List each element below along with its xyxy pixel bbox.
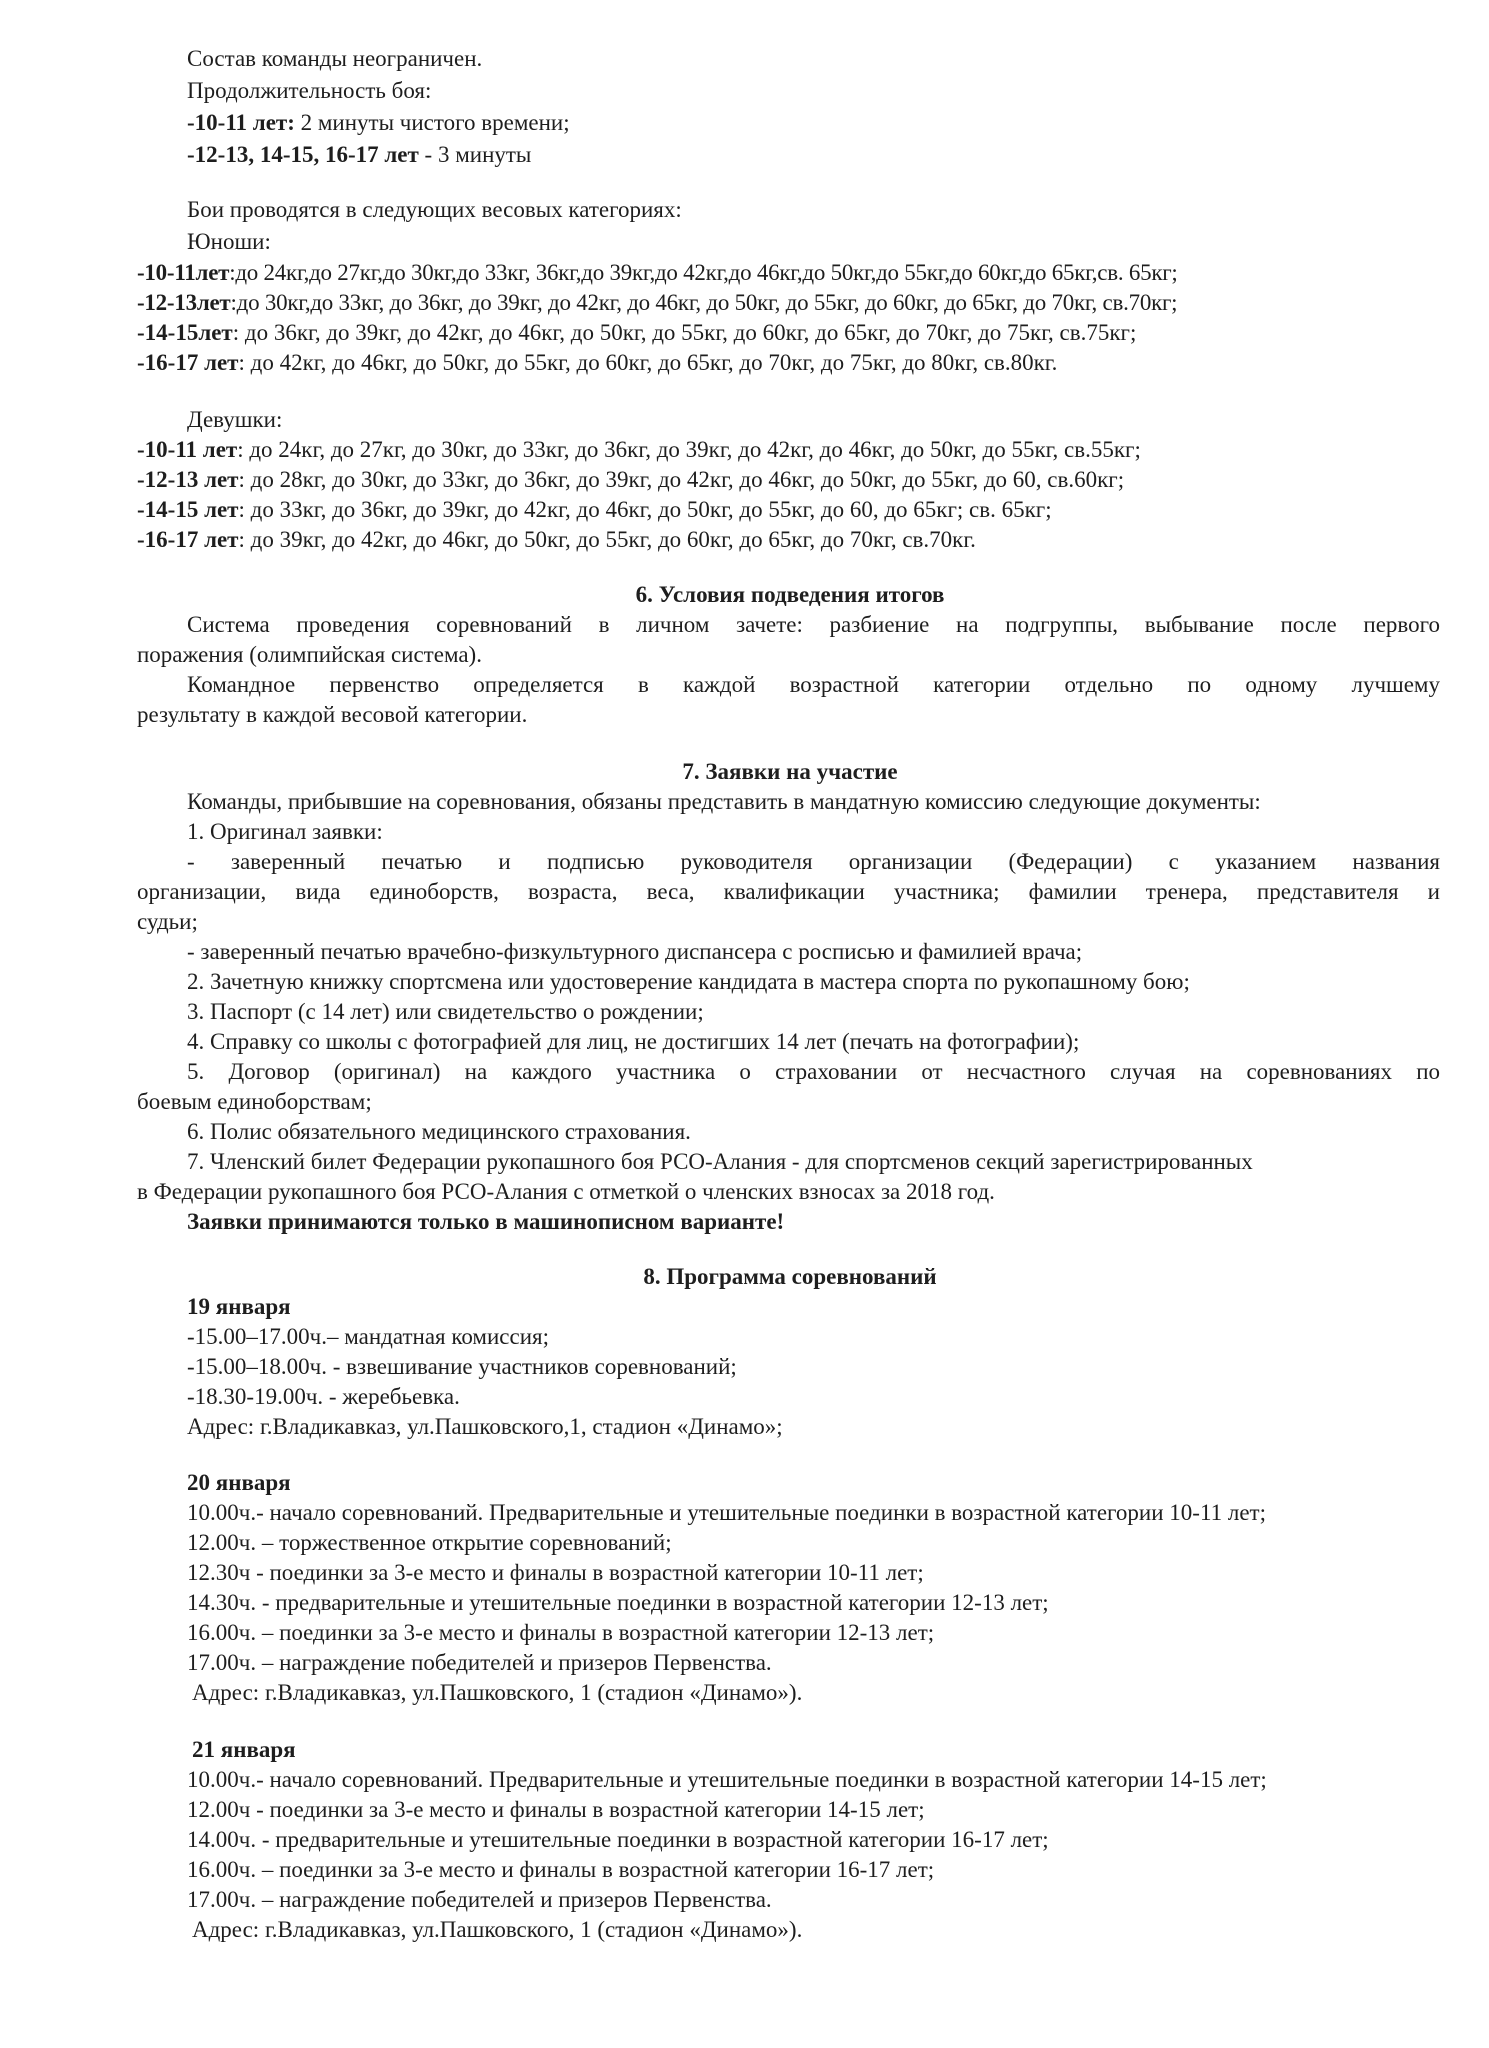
fight-duration-title: Продолжительность боя: — [187, 78, 432, 103]
age-group: -12-13лет — [137, 290, 231, 315]
schedule-item: 16.00ч. – поединки за 3-е место и финалы в возрастной категории 16-17 лет; — [187, 1857, 935, 1882]
schedule-item: 12.00ч - поединки за 3-е место и финалы в возрастной категории 14-15 лет; — [187, 1797, 925, 1822]
section-7-intro: Команды, прибывшие на соревнования, обязаны представить в мандатную комиссию следующие документы: — [187, 789, 1261, 814]
document-item-6: 6. Полис обязательного медицинского страхования. — [187, 1119, 691, 1144]
section-6-title: 6. Условия подведения итогов — [635, 582, 945, 607]
schedule-item: -15.00–17.00ч.– мандатная комиссия; — [187, 1324, 549, 1349]
duration-text: - 3 минуты — [418, 142, 532, 167]
age-group: -10-11 лет — [137, 437, 238, 462]
weight-list: :до 30кг,до 33кг, до 36кг, до 39кг, до 42кг, до 46кг, до 50кг, до 55кг, до 60кг, до 65кг, до 70кг, св.70кг; — [230, 290, 1178, 315]
boys-weight-row — [137, 318, 1136, 348]
weight-list: : до 39кг, до 42кг, до 46кг, до 50кг, до 55кг, до 60кг, до 65кг, до 70кг, св.70кг. — [238, 527, 976, 552]
duration-line-1 — [187, 108, 570, 138]
team-composition-text: Состав команды неограничен. — [187, 46, 483, 71]
schedule-item: -15.00–18.00ч. - взвешивание участников соревнований; — [187, 1354, 737, 1379]
schedule-item: 17.00ч. – награждение победителей и призеров Первенства. — [187, 1887, 772, 1912]
document-item-3: 3. Паспорт (с 14 лет) или свидетельство о рождении; — [187, 999, 704, 1024]
section-6-paragraph-2-cont: результату в каждой весовой категории. — [137, 702, 528, 727]
schedule-item: 16.00ч. – поединки за 3-е место и финалы в возрастной категории 12-13 лет; — [187, 1620, 935, 1645]
document-item-7: 7. Членский билет Федерации рукопашного боя РСО-Алания - для спортсменов секций зарегистрированных — [187, 1149, 1253, 1174]
age-group: -14-15 лет — [137, 497, 239, 522]
schedule-item: 12.30ч - поединки за 3-е место и финалы в возрастной категории 10-11 лет; — [187, 1560, 924, 1585]
document-item-5: 5. Договор (оригинал) на каждого участника о страховании от несчастного случая на соревнованиях по — [187, 1059, 1440, 1084]
age-group: -16-17 лет — [137, 350, 239, 375]
document-item-4: 4. Справку со школы с фотографией для лиц, не достигших 14 лет (печать на фотографии); — [187, 1029, 1080, 1054]
weight-list: : до 42кг, до 46кг, до 50кг, до 55кг, до 60кг, до 65кг, до 70кг, до 75кг, до 80кг, св.80кг. — [238, 350, 1058, 375]
weight-list: : до 24кг, до 27кг, до 30кг, до 33кг, до 36кг, до 39кг, до 42кг, до 46кг, до 50кг, до 55кг, св.55кг; — [237, 437, 1141, 462]
age-group: -16-17 лет — [137, 527, 239, 552]
section-8-title: 8. Программа соревнований — [643, 1264, 937, 1289]
typewritten-note: Заявки принимаются только в машинописном варианте! — [187, 1209, 785, 1234]
schedule-item: 14.00ч. - предварительные и утешительные поединки в возрастной категории 16-17 лет; — [187, 1827, 1049, 1852]
weight-categories-title: Бои проводятся в следующих весовых категориях: — [187, 197, 682, 222]
weight-list: : до 28кг, до 30кг, до 33кг, до 36кг, до 39кг, до 42кг, до 46кг, до 50кг, до 55кг, до 60, св.60кг; — [238, 467, 1125, 492]
section-6-paragraph-2: Командное первенство определяется в каждой возрастной категории отдельно по одному лучшему — [187, 672, 1440, 697]
day-date: 21 января — [192, 1737, 296, 1762]
document-item-5-cont: боевым единоборствам; — [137, 1089, 372, 1114]
section-6-paragraph-1-cont: поражения (олимпийская система). — [137, 642, 482, 667]
boys-weight-row — [137, 348, 1057, 378]
day-date: 19 января — [187, 1294, 291, 1319]
weight-list: :до 24кг,до 27кг,до 30кг,до 33кг, 36кг,до 39кг,до 42кг,до 46кг,до 50кг,до 55кг,до 60кг,до 65кг,св. 65кг; — [229, 260, 1178, 285]
weight-list: : до 33кг, до 36кг, до 39кг, до 42кг, до 46кг, до 50кг, до 55кг, до 60, до 65кг; св. 65кг; — [238, 497, 1052, 522]
girls-weight-row — [137, 465, 1124, 495]
document-item-1b: - заверенный печатью врачебно-физкультурного диспансера с росписью и фамилией врача; — [187, 939, 1083, 964]
girls-weight-row — [137, 525, 976, 555]
schedule-address: Адрес: г.Владикавказ, ул.Пашковского, 1 (стадион «Динамо»). — [192, 1680, 803, 1705]
girls-label: Девушки: — [187, 407, 283, 432]
duration-line-2 — [187, 140, 531, 170]
section-6-paragraph-1: Система проведения соревнований в личном зачете: разбиение на подгруппы, выбывание после первого — [187, 612, 1440, 637]
duration-ages: -12-13, 14-15, 16-17 лет — [187, 142, 419, 167]
age-group: -12-13 лет — [137, 467, 239, 492]
schedule-item: 17.00ч. – награждение победителей и призеров Первенства. — [187, 1650, 772, 1675]
document-item-1a-cont: организации, вида единоборств, возраста, веса, квалификации участника; фамилии тренера, представителя и — [137, 879, 1440, 904]
weight-list: : до 36кг, до 39кг, до 42кг, до 46кг, до 50кг, до 55кг, до 60кг, до 65кг, до 70кг, до 75кг, св.75кг; — [232, 320, 1137, 345]
schedule-item: 14.30ч. - предварительные и утешительные поединки в возрастной категории 12-13 лет; — [187, 1590, 1049, 1615]
schedule-item: -18.30-19.00ч. - жеребьевка. — [187, 1384, 460, 1409]
age-group: -10-11лет — [137, 260, 230, 285]
schedule-address: Адрес: г.Владикавказ, ул.Пашковского,1, стадион «Динамо»; — [187, 1414, 783, 1439]
duration-ages: -10-11 лет: — [187, 110, 295, 135]
boys-weight-row — [137, 258, 1178, 288]
document-item-7-cont: в Федерации рукопашного боя РСО-Алания с отметкой о членских взносах за 2018 год. — [137, 1179, 995, 1204]
duration-text: 2 минуты чистого времени; — [294, 110, 570, 135]
girls-weight-row — [137, 435, 1141, 465]
document-item-1a-end: судьи; — [137, 909, 198, 934]
boys-weight-row — [137, 288, 1177, 318]
schedule-item: 10.00ч.- начало соревнований. Предварительные и утешительные поединки в возрастной категории 14-15 лет; — [187, 1767, 1267, 1792]
schedule-address: Адрес: г.Владикавказ, ул.Пашковского, 1 (стадион «Динамо»). — [192, 1917, 803, 1942]
document-item-1: 1. Оригинал заявки: — [187, 819, 383, 844]
schedule-item: 12.00ч. – торжественное открытие соревнований; — [187, 1530, 672, 1555]
document-item-2: 2. Зачетную книжку спортсмена или удостоверение кандидата в мастера спорта по рукопашному бою; — [187, 969, 1190, 994]
section-7-title: 7. Заявки на участие — [682, 759, 898, 784]
age-group: -14-15лет — [137, 320, 233, 345]
day-date: 20 января — [187, 1470, 291, 1495]
boys-label: Юноши: — [187, 229, 271, 254]
document-item-1a: - заверенный печатью и подписью руководителя организации (Федерации) с указанием названия — [187, 849, 1440, 874]
schedule-item: 10.00ч.- начало соревнований. Предварительные и утешительные поединки в возрастной категории 10-11 лет; — [187, 1500, 1266, 1525]
girls-weight-row — [137, 495, 1052, 525]
